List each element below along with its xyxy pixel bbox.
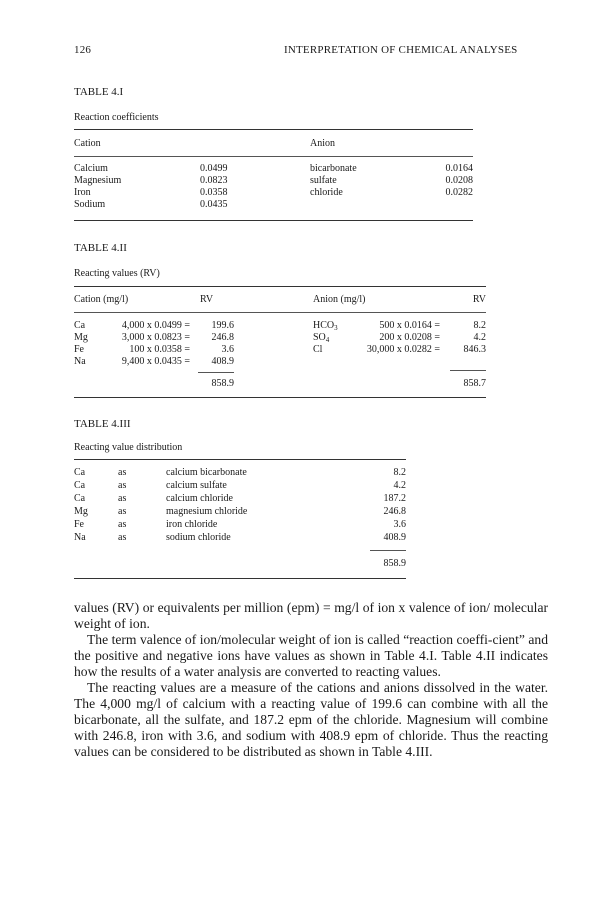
table-caption: Reaction coefficients	[74, 112, 159, 123]
sum-rule	[370, 550, 406, 551]
cation-calculation: 4,000 x 0.0499 =	[121, 320, 190, 331]
sum-rule	[198, 372, 234, 373]
body-paragraph: The term valence of ion/molecular weight of ion is called “reaction coeffi-cient” and the positive and negative ions have values as shown in Table 4.I. Table 4.II indicates how the results of a water analysis are converted to reacting values.	[74, 632, 548, 679]
compound-name: iron chloride	[166, 519, 218, 530]
column-header-cation: Cation (mg/l)	[74, 294, 129, 305]
ion-symbol: Mg	[74, 506, 88, 517]
compound-name: calcium chloride	[166, 493, 233, 504]
anion-rv: 846.3	[463, 344, 486, 355]
cation-coefficient: 0.0499	[200, 163, 228, 174]
cation-rv: 199.6	[211, 320, 234, 331]
cation-calculation: 3,000 x 0.0823 =	[121, 332, 190, 343]
anion-coefficient: 0.0164	[445, 163, 473, 174]
cation-name: Calcium	[74, 163, 108, 174]
body-paragraph: The reacting values are a measure of the cations and anions dissolved in the water. The 4,000 mg/l of calcium with a reacting value of 199.6 can combine with all the bicarbonate, all the sulfate, and 187.2 epm of the chloride. Magnesium will combine with 246.8, iron with 3.6, and sodium with 408.9 epm of chloride. Thus the reacting values can be considered to be distributed as shown in Table 4.III.	[74, 680, 548, 759]
cation-symbol: Na	[74, 356, 86, 367]
body-text	[74, 600, 548, 760]
body-paragraph: values (RV) or equivalents per million (epm) = mg/l of ion x valence of ion/ molecular weight of ion.	[74, 600, 548, 631]
table-rule-top	[74, 129, 473, 130]
anion-symbol: Cl	[313, 344, 323, 355]
cation-symbol: Fe	[74, 344, 84, 355]
compound-name: calcium sulfate	[166, 480, 227, 491]
column-header-anion: Anion (mg/l)	[313, 294, 366, 305]
anion-calculation: 200 x 0.0208 =	[379, 332, 440, 343]
ion-symbol: Na	[74, 532, 86, 543]
as-label: as	[118, 506, 127, 517]
cation-name: Magnesium	[74, 175, 122, 186]
column-header-rv: RV	[472, 294, 486, 305]
table-rule-header	[74, 156, 473, 157]
as-label: as	[118, 493, 127, 504]
cation-name: Iron	[74, 187, 91, 198]
table-label: TABLE 4.I	[74, 86, 124, 98]
anion-rv: 4.2	[473, 332, 486, 343]
table-caption: Reacting value distribution	[74, 442, 183, 453]
anion-symbol: $SO_4$	[313, 332, 330, 344]
anion-name: sulfate	[310, 175, 337, 186]
anion-symbol: $HCO_3$	[313, 320, 338, 332]
table-label: TABLE 4.III	[74, 418, 131, 430]
cation-coefficient: 0.0435	[200, 199, 228, 210]
cation-rv: 408.9	[211, 356, 234, 367]
compound-value: 8.2	[393, 467, 406, 478]
cation-coefficient: 0.0358	[200, 187, 228, 198]
cation-coefficient: 0.0823	[200, 175, 228, 186]
ion-symbol: Ca	[74, 480, 86, 491]
as-label: as	[118, 480, 127, 491]
cation-symbol: Ca	[74, 320, 86, 331]
anion-coefficient: 0.0208	[445, 175, 473, 186]
ion-symbol: Fe	[74, 519, 84, 530]
cation-rv: 3.6	[221, 344, 234, 355]
table-caption: Reacting values (RV)	[74, 268, 160, 279]
table-rule-top	[74, 286, 486, 287]
cation-rv-total: 858.9	[211, 378, 234, 389]
anion-name: bicarbonate	[310, 163, 357, 174]
table-rule-bottom	[74, 220, 473, 221]
distribution-total: 858.9	[383, 558, 406, 569]
column-header-cation: Cation	[74, 138, 101, 149]
table-rule-header	[74, 312, 486, 313]
anion-calculation: 30,000 x 0.0282 =	[366, 344, 440, 355]
cation-calculation: 9,400 x 0.0435 =	[121, 356, 190, 367]
table-rule-bottom	[74, 578, 406, 579]
page-number: 126	[74, 44, 92, 56]
as-label: as	[118, 467, 127, 478]
ion-symbol: Ca	[74, 493, 86, 504]
column-header-rv: RV	[200, 294, 214, 305]
compound-value: 3.6	[393, 519, 406, 530]
running-title: INTERPRETATION OF CHEMICAL ANALYSES	[284, 44, 518, 56]
as-label: as	[118, 519, 127, 530]
table-label: TABLE 4.II	[74, 242, 127, 254]
table-rule-bottom	[74, 397, 486, 398]
cation-calculation: 100 x 0.0358 =	[129, 344, 190, 355]
compound-value: 408.9	[383, 532, 406, 543]
compound-name: calcium bicarbonate	[166, 467, 247, 478]
anion-name: chloride	[310, 187, 343, 198]
anion-rv: 8.2	[473, 320, 486, 331]
as-label: as	[118, 532, 127, 543]
compound-name: sodium chloride	[166, 532, 231, 543]
anion-calculation: 500 x 0.0164 =	[379, 320, 440, 331]
column-header-anion: Anion	[310, 138, 335, 149]
anion-rv-total: 858.7	[463, 378, 486, 389]
compound-value: 246.8	[383, 506, 406, 517]
compound-value: 4.2	[393, 480, 406, 491]
cation-rv: 246.8	[211, 332, 234, 343]
table-rule-top	[74, 459, 406, 460]
sum-rule	[450, 370, 486, 371]
compound-value: 187.2	[383, 493, 406, 504]
ion-symbol: Ca	[74, 467, 86, 478]
anion-coefficient: 0.0282	[445, 187, 473, 198]
cation-name: Sodium	[74, 199, 106, 210]
cation-symbol: Mg	[74, 332, 88, 343]
compound-name: magnesium chloride	[166, 506, 248, 517]
